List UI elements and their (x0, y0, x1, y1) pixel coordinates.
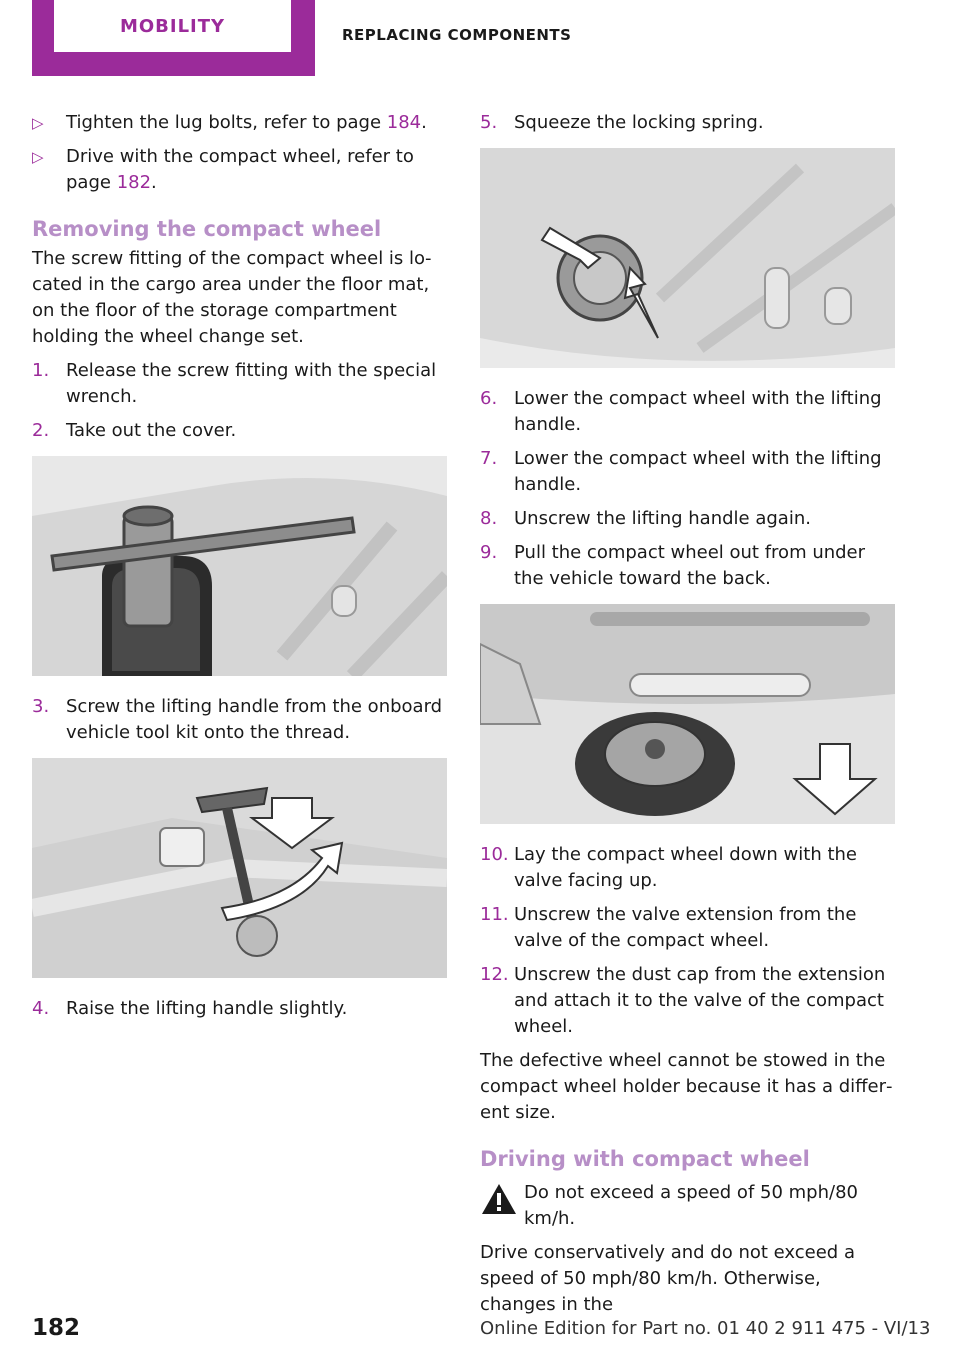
step-item (32, 996, 447, 1022)
body-paragraph: Drive conservatively and do not exceed a speed of 50 mph/80 km/h. Otherwise, changes in the (480, 1242, 855, 1315)
step-text: Squeeze the locking spring. (514, 112, 764, 133)
step-text: Lower the compact wheel with the lifting handle. (514, 388, 882, 435)
step-text: Screw the lifting handle from the onboard vehicle tool kit onto the thread. (66, 696, 443, 743)
triangle-bullet-icon: ▷ (32, 148, 44, 166)
step-text: Take out the cover. (66, 420, 237, 441)
step-item (480, 446, 895, 498)
step-number: 2. (32, 420, 50, 441)
section-heading: Removing the compact wheel (32, 217, 382, 241)
warning-box (480, 1180, 895, 1232)
warning-text: Do not exceed a speed of 50 mph/80 km/h. (524, 1182, 858, 1229)
step-item (32, 694, 447, 746)
step-number: 7. (480, 448, 498, 469)
triangle-bullet-icon: ▷ (32, 114, 44, 132)
step-item (32, 358, 447, 410)
figure-special-wrench (32, 456, 447, 676)
step-text: Unscrew the valve extension from the valve of the compact wheel. (514, 904, 857, 951)
step-item (480, 540, 895, 592)
step-text: Lower the compact wheel with the lifting handle. (514, 448, 882, 495)
step-text: Unscrew the dust cap from the extension and attach it to the valve of the compact wheel. (514, 964, 886, 1037)
page-link[interactable]: 182 (116, 172, 152, 193)
step-item (480, 386, 895, 438)
step-number: 9. (480, 542, 498, 563)
note-paragraph: The defective wheel cannot be stowed in the compact wheel holder because it has a different size. (480, 1050, 893, 1123)
right-column (480, 110, 895, 1326)
footer-edition: Online Edition for Part no. 01 40 2 911 475 - VI/13 (480, 1318, 931, 1339)
step-item (480, 842, 895, 894)
intro-paragraph: The screw fitting of the compact wheel is located in the cargo area under the floor mat, on the floor of the storage compartment holding the wheel change set. (32, 248, 432, 347)
left-column (32, 110, 447, 1030)
step-number: 12. (480, 964, 509, 985)
step-number: 6. (480, 388, 498, 409)
step-number: 11. (480, 904, 509, 925)
step-text: Lay the compact wheel down with the valve facing up. (514, 844, 858, 891)
bullet-item: ▷ Tighten the lug bolts, refer to page 184. (32, 110, 447, 136)
step-number: 3. (32, 696, 50, 717)
figure-compact-wheel-removal (480, 604, 895, 824)
page-number: 182 (32, 1315, 81, 1341)
step-number: 1. (32, 360, 50, 381)
step-item (480, 506, 895, 532)
step-number: 5. (480, 112, 498, 133)
step-number: 10. (480, 844, 509, 865)
page-link[interactable]: 184 (386, 112, 422, 133)
step-item (32, 418, 447, 444)
figure-locking-spring (480, 148, 895, 368)
step-text: Raise the lifting handle slightly. (66, 998, 348, 1019)
warning-triangle-icon (480, 1182, 518, 1224)
step-item (480, 962, 895, 1040)
step-number: 4. (32, 998, 50, 1019)
chapter-tab (32, 0, 315, 76)
figure-lifting-handle (32, 758, 447, 978)
step-item (480, 902, 895, 954)
section-title: REPLACING COMPONENTS (342, 26, 572, 44)
step-number: 8. (480, 508, 498, 529)
chapter-label: MOBILITY (54, 0, 291, 52)
step-item (480, 110, 895, 136)
step-text: Unscrew the lifting handle again. (514, 508, 811, 529)
section-heading: Driving with compact wheel (480, 1147, 810, 1171)
bullet-item: ▷ Drive with the compact wheel, refer to page 182. (32, 146, 414, 193)
step-text: Release the screw fitting with the special wrench. (66, 360, 437, 407)
step-text: Pull the compact wheel out from under the vehicle toward the back. (514, 542, 866, 589)
